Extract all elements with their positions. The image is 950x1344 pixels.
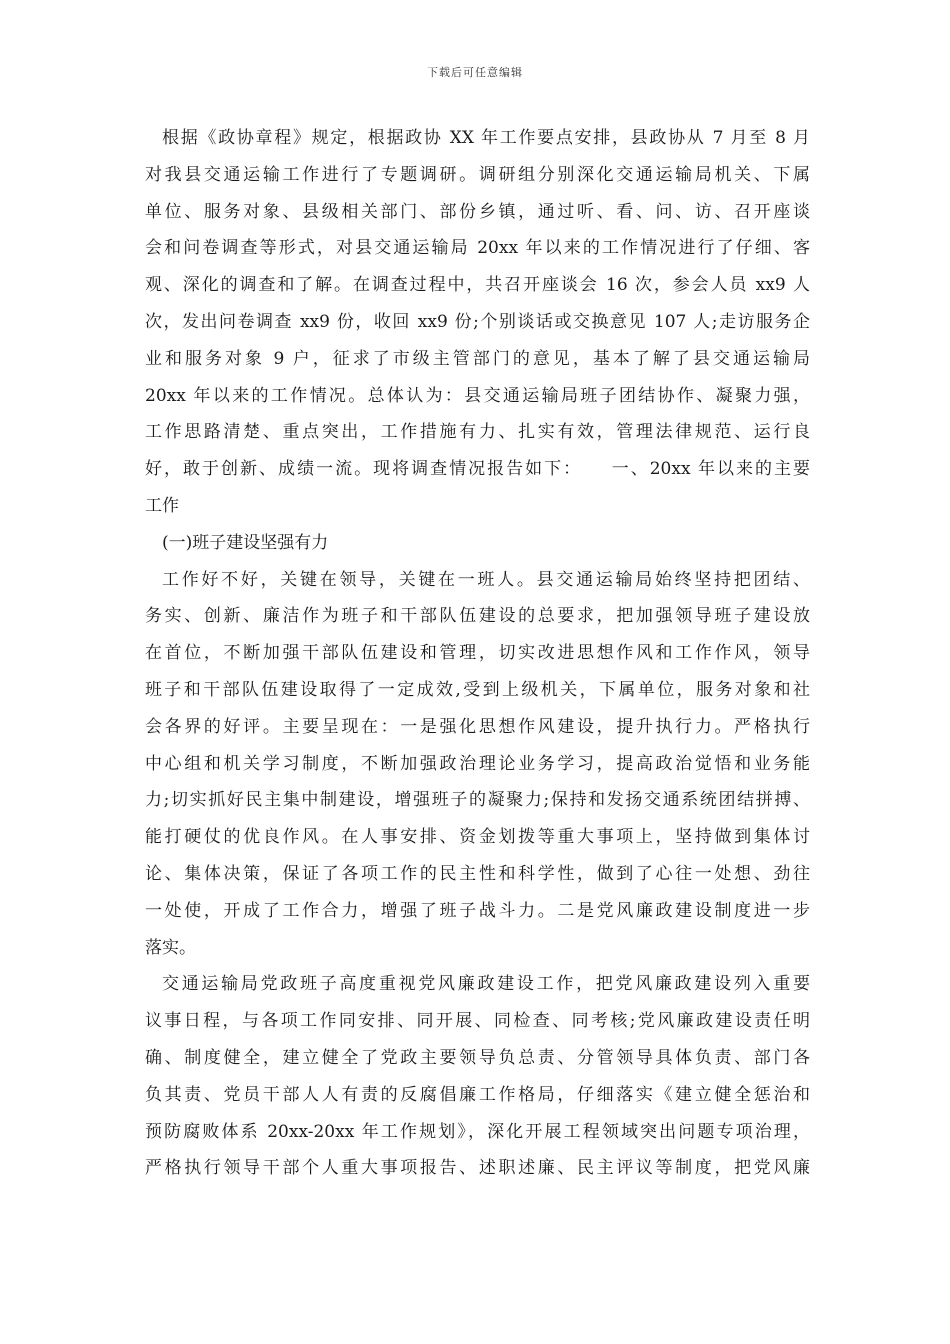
text-line: 一处使，开成了工作合力，增强了班子战斗力。二是党风廉政建设制度进一步 [145,900,810,921]
text-line: 确、制度健全，建立健全了党政主要领导负总责、分管领导具体负责、部门各 [145,1047,810,1068]
paragraph-integrity [145,966,810,1187]
text-line: 在首位，不断加强干部队伍建设和管理，切实改进思想作风和工作作风，领导 [145,643,810,664]
text-line: 务实、创新、廉洁作为班子和干部队伍建设的总要求，把加强领导班子建设放 [145,606,810,627]
paragraph-intro [145,120,810,525]
text-line: 能打硬仗的优良作风。在人事安排、资金划拨等重大事项上，坚持做到集体讨 [145,827,810,848]
text-line: 论、集体决策，保证了各项工作的民主性和科学性，做到了心往一处想、劲往 [145,863,810,884]
text-line: 观、深化的调查和了解。在调查过程中，共召开座谈会 16 次，参会人员 xx9 人 [145,275,810,296]
text-line: 力;切实抓好民主集中制建设，增强班子的凝聚力;保持和发扬交通系统团结拼搏、 [145,790,810,811]
text-line: 业和服务对象 9 户，征求了市级主管部门的意见，基本了解了县交通运输局 [145,348,810,369]
text-line: 单位、服务对象、县级相关部门、部份乡镇，通过听、看、问、访、召开座谈 [145,201,810,222]
text-line: 工作好不好，关键在领导，关键在一班人。县交通运输局始终坚持把团结、 [162,569,810,590]
text-line: 预防腐败体系 20xx-20xx 年工作规划》，深化开展工程领域突出问题专项治理， [145,1121,810,1142]
text-line: 20xx 年以来的工作情况。总体认为：县交通运输局班子团结协作、凝聚力强， [145,385,810,406]
text-line: 交通运输局党政班子高度重视党风廉政建设工作，把党风廉政建设列入重要 [162,974,810,995]
text-line: 会各界的好评。主要呈现在：一是强化思想作风建设，提升执行力。严格执行 [145,716,810,737]
text-line: 中心组和机关学习制度，不断加强政治理论业务学习，提高政治觉悟和业务能 [145,753,810,774]
text-line: 次，发出问卷调查 xx9 份，收回 xx9 份;个别谈话或交换意见 107 人;走访服务企 [145,311,810,332]
text-line: 工作思路清楚、重点突出，工作措施有力、扎实有效，管理法律规范、运行良 [145,422,810,443]
heading-line: (一)班子建设坚强有力 [162,532,329,553]
text-line: 对我县交通运输工作进行了专题调研。调研组分别深化交通运输局机关、下属 [145,164,810,185]
text-line: 会和问卷调查等形式，对县交通运输局 20xx 年以来的工作情况进行了仔细、客 [145,238,810,259]
text-line: 负其责、党员干部人人有责的反腐倡廉工作格局，仔细落实《建立健全惩治和 [145,1084,810,1105]
text-line: 工作 [145,495,179,516]
page-header: 下载后可任意编辑 [427,66,523,79]
text-line: 好，敢于创新、成绩一流。现将调查情况报告如下： 一、20xx 年以来的主要 [145,459,810,480]
text-line: 落实。 [145,937,196,958]
document-body [145,120,810,1187]
text-line: 班子和干部队伍建设取得了一定成效,受到上级机关，下属单位，服务对象和社 [145,679,810,700]
section-heading [145,525,810,562]
paragraph-team-building [145,562,810,967]
text-line: 根据《政协章程》规定，根据政协 XX 年工作要点安排，县政协从 7 月至 8 月 [162,128,810,148]
text-line: 严格执行领导干部个人重大事项报告、述职述廉、民主评议等制度，把党风廉 [145,1158,810,1179]
text-line: 议事日程，与各项工作同安排、同开展、同检查、同考核;党风廉政建设责任明 [145,1011,810,1032]
